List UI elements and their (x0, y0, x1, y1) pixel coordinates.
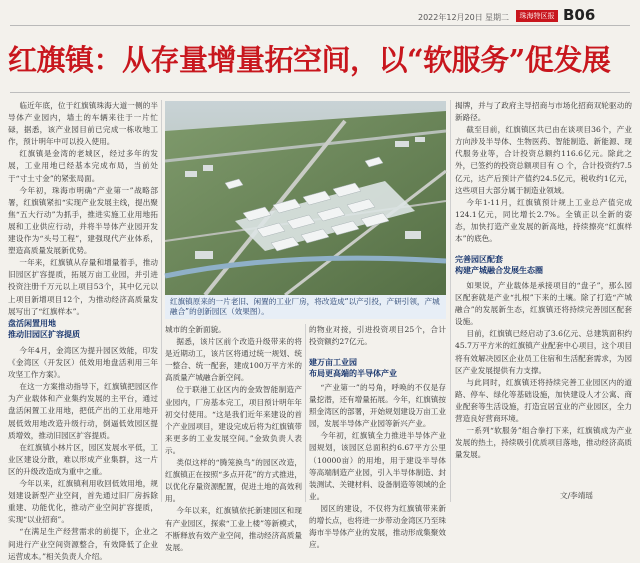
mid-a-para-1: 城市的全新面貌。 (165, 325, 226, 334)
page-number: B06 (563, 6, 596, 24)
left-body-para-3: 在红旗镇小林片区，园区发展水平低，工业区建设分散，难以形成产业集群，这一片区的升级改造成为重中之重。 (8, 442, 158, 476)
headline-rule (10, 92, 630, 93)
article-byline: 文/李靖瑶 (560, 491, 593, 500)
mid-a-para-4: 类似这样的“腾笼换鸟”的园区改造，红旗镇正在按照“多点开花”的方式推进，以优化存量资源配置，促进土地的高效利用。 (165, 458, 302, 504)
left-body-para-4: 今年以来，红旗镇利用收回低效用地，规划建设新型产业空间，首先通过旧厂房拆除重建、功能优化，推动产业空间扩容提质，实现“以业招商”。 (8, 479, 158, 525)
article-headline: 红旗镇：从存量增量拓空间，以“软服务”促发展 (8, 43, 611, 77)
left-para-1: 临近年底，位于红旗镇珠海大道一侧的半导体产业园内，墙土的车辆来往于一片忙碌，据悉，该产业园目前已完成一栋收地工作，预计明年中可以投入使用。 (8, 101, 158, 147)
right-subhead (455, 254, 632, 276)
photo-caption: 红旗镇原来的一片老旧、闲置的工业厂房，将改造成“以产引投，产研引领，产城融合”的创新园区（效果图）。 (170, 297, 440, 316)
mid-a-para-2: 据悉，该片区前个改造升级带来的将是近期动工，该片区将通过统一规划、统一整合、统一配套，建成100万平方米的高质量产城融合新空间。 (165, 337, 302, 383)
column-divider (305, 324, 306, 502)
right-body-para-1: 如果说，产业载体是承接项目的“盘子”，那么园区配套就是产业“扎根”下来的土壤。除了打造“产城融合”的发展新生态，红旗镇还将持续完善园区配套设施。 (455, 281, 632, 327)
left-para-2: 红旗镇是金湾的老城区，经过多年的发展，工业用地已经基本完成布局，当前处于“寸土寸金”的紧张局面。 (8, 149, 158, 183)
left-para-3: 今年初，珠海市明确“产业第一”战略部署，红旗镇紧扣“实现产业发展主线，提出聚焦“五大行动”为抓手，推进实施工业用地拓展和工业供应行动，并将半导体产业园开发建设作为“头号工程”，建强现代产业体系，塑造高质量发展新优势。 (8, 185, 158, 256)
mid-column-b-body (309, 382, 446, 550)
mid-subhead (309, 357, 446, 379)
left-body-para-2: 在这一方案推动指导下，红旗镇把园区作为产业载体和产业集约发展的主平台，通过盘活闲置工业用地，把低产出的工业用地开展低效用地改造升级行动，倒逼低效园区提质增效，推动旧园区扩容提质。 (8, 382, 158, 440)
mid-a-para-3: 位于联港工业区内的金致智能制造产业园内，厂房基本完工，项目预计明年年初交付使用。“这是我们近年来建设的首个产业园项目，建设完成后将为红旗镇带来更多的工业发展空间。”金致负责人表示。 (165, 385, 302, 455)
right-body-para-2: 目前，红旗镇已经启动了3.6亿元、总建筑面积约45.7万平方米的红旗镇产业配套中心项目，这个项目将有效解决园区企业员工住宿和生活配套需求，为园区产业发展提供有力支撑。 (455, 329, 632, 375)
right-subhead-line-1: 完善园区配套 (455, 255, 503, 264)
mid-b-body-para-1: “产业第一”的号角，呼唤的不仅是存量挖潜，还有增量拓展。今年，红旗镇按照金湾区的部署，开始规划建设万亩工业园，发展半导体产业园等新兴产业。 (309, 383, 446, 429)
right-column-body (455, 280, 632, 488)
paper-brand-label: 珠海特区报 (516, 10, 558, 22)
mid-column-b-top (309, 324, 446, 352)
left-subhead-line-1: 盘活闲置用地 (8, 319, 56, 328)
right-column-top (455, 100, 632, 248)
right-para-1: 揭牌，并与了政府主导招商与市场化招商双轮驱动的新路径。 (455, 101, 632, 123)
mid-column-a (165, 324, 302, 552)
column-divider (161, 100, 162, 502)
left-body-para-1: 今年4月，金湾区为提升园区效能，印发《金湾区（开发区）低效用地盘活利用三年攻坚工作方案》。 (8, 346, 158, 380)
right-body-para-4: 一系列“软服务”组合拳打下来，红旗镇成为产业发展的热土，持续吸引优质项目落地，推动经济高质量发展。 (455, 426, 632, 460)
issue-date: 2022年12月20日 (418, 13, 483, 22)
mid-b-para-1: 的物业对接，引进投资项目25个，合计投资额约27亿元。 (309, 325, 446, 347)
left-subhead (8, 318, 158, 340)
mid-subhead-line-1: 建万亩工业园 (309, 358, 357, 367)
left-body-para-5: “在满足生产经营需求的前提下，企业之间进行产业空间资源整合，有效降低了企业运营成本。”相关负责人介绍。 (8, 527, 158, 561)
mid-subhead-line-2: 布局更高端的半导体产业 (309, 369, 397, 378)
mid-b-body-para-3: 园区的建设，不仅将为红旗镇带来新的增长点，也将进一步带动金湾区乃至珠海市半导体产业的发展，推动形成集聚效应。 (309, 503, 446, 550)
header-rule (10, 25, 630, 26)
left-subhead-line-2: 推动旧园区扩容提质 (8, 330, 80, 339)
right-para-2: 截至目前，红旗镇区共已由在谈项目36个，产业方向涉及半导体、生物医药、智能制造、新能源、现代服务业等，合计投资总额约116.6亿元。除此之外，已签约的投资总额项目有 ○ 个，合计投资约7.5亿元，达产后预计产值约24.5亿元，税收约1亿元，这些项目大部分属于制造业领域。 (455, 125, 632, 195)
issue-weekday: 星期二 (485, 13, 509, 22)
aerial-rendering-photo (165, 101, 446, 295)
mid-a-para-5: 今年以来，红旗镇依托新建园区和现有产业园区，探索“工业上楼”等新模式，不断释放有效产业空间，推动经济高质量发展。 (165, 506, 302, 552)
aerial-rendering-image (165, 101, 446, 295)
mid-b-body-para-2: 今年初，红旗镇全力推进半导体产业园规划，该园区总面积约6.67平方公里（10000亩）的用地，用于建设半导体等高端制造产业园，引入半导体制造、封装测试、关键材料、设备制造等领域的企业。 (309, 431, 446, 501)
left-para-4: 一年来，红旗镇从存量和增量着手，推动旧园区扩容提质，拓展万亩工业园，并引进投资注册千万元以上项目53个，其中亿元以上项目新增项目12个，为推动经济高质量发展写出了“红旗样本”。 (8, 258, 158, 316)
left-column-body (8, 345, 158, 561)
column-divider (450, 100, 451, 502)
right-para-3: 今年1-11月，红旗镇预计规上工业总产值完成124.1亿元，同比增长2.7%。全镇正以全新的姿态，加快打造产业发展的新高地，持续擦亮“红旗样本”的底色。 (455, 197, 632, 244)
right-body-para-3: 与此同时，红旗镇还将持续完善工业园区内的道路、停车、绿化等基础设施，加快建设人才公寓、商业配套等生活设施，打造宜居宜业的产业园区，全力营造良好营商环境。 (455, 377, 632, 424)
left-column-intro (8, 100, 158, 316)
right-subhead-line-2: 构建产城融合发展生态圈 (455, 266, 543, 275)
